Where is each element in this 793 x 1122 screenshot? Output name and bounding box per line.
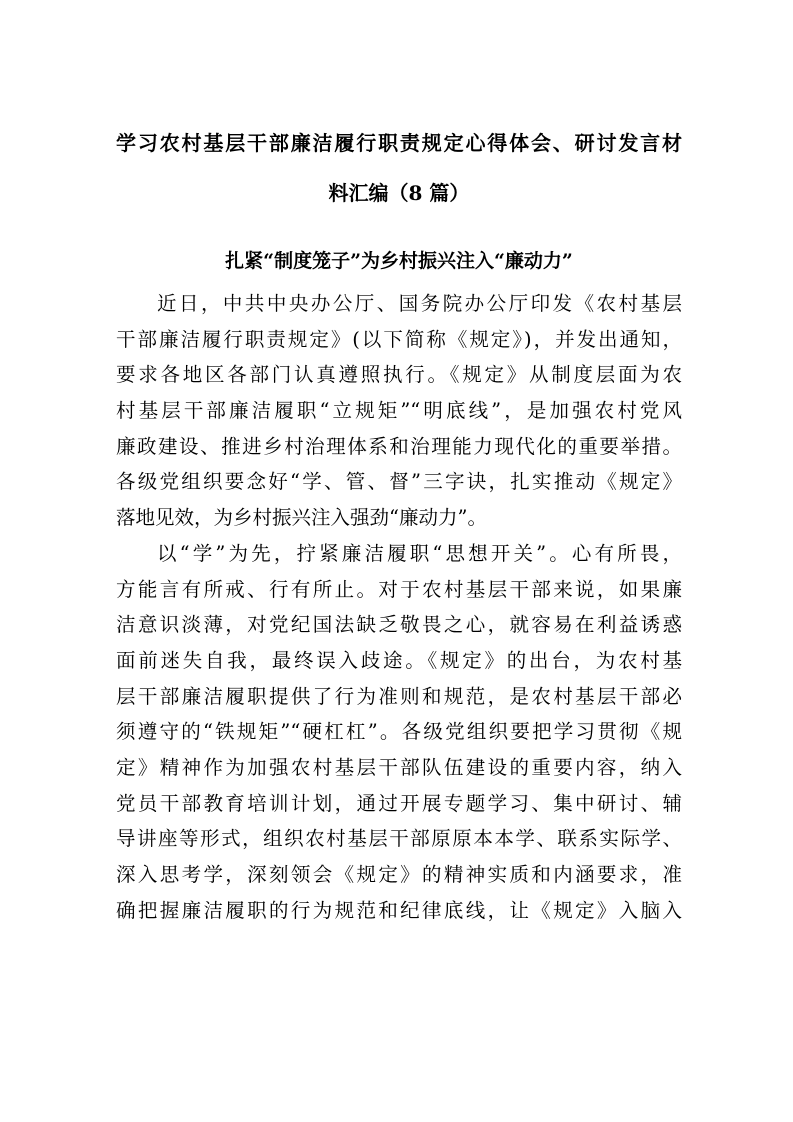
paragraph-line: 以“学”为先，拧紧廉洁履职“思想开关”。心有所畏， [157, 541, 682, 565]
paragraph-line: 干部廉洁履行职责规定》(以下简称《规定》)，并发出通知， [116, 327, 682, 351]
document-body [116, 286, 682, 928]
paragraph-line: 廉政建设、推进乡村治理体系和治理能力现代化的重要举措。 [116, 434, 682, 458]
section-heading: 扎紧“制度笼子”为乡村振兴注入“廉动力” [225, 250, 573, 272]
document-title-line-1: 学习农村基层干部廉洁履行职责规定心得体会、研讨发言材 [116, 131, 682, 155]
paragraph-line: 落地见效，为乡村振兴注入强劲“廉动力”。 [116, 506, 487, 530]
document-title-line-2: 料汇编（8 篇） [328, 181, 470, 205]
paragraph-line: 须遵守的“铁规矩”“硬杠杠”。各级党组织要把学习贯彻《规 [116, 720, 682, 744]
paragraph-line: 近日，中共中央办公厅、国务院办公厅印发《农村基层 [157, 292, 682, 315]
paragraph-line: 要求各地区各部门认真遵照执行。《规定》从制度层面为农 [116, 363, 682, 387]
paragraph-1 [116, 286, 682, 536]
paragraph-line: 导讲座等形式，组织农村基层干部原原本本学、联系实际学、 [116, 827, 682, 851]
paragraph-line: 深入思考学，深刻领会《规定》的精神实质和内涵要求，准 [116, 863, 682, 886]
paragraph-line: 方能言有所戒、行有所止。对于农村基层干部来说，如果廉 [116, 577, 682, 601]
paragraph-line: 层干部廉洁履职提供了行为准则和规范，是农村基层干部必 [116, 684, 682, 708]
paragraph-2 [116, 536, 682, 929]
paragraph-line: 党员干部教育培训计划，通过开展专题学习、集中研讨、辅 [116, 791, 682, 815]
paragraph-line: 各级党组织要念好“学、管、督”三字诀，扎实推动《规定》 [116, 470, 682, 494]
paragraph-line: 确把握廉洁履职的行为规范和纪律底线，让《规定》入脑入 [116, 898, 682, 922]
paragraph-line: 洁意识淡薄，对党纪国法缺乏敬畏之心，就容易在利益诱惑 [116, 613, 682, 637]
paragraph-line: 面前迷失自我，最终误入歧途。《规定》的出台，为农村基 [116, 648, 682, 672]
paragraph-line: 定》精神作为加强农村基层干部队伍建设的重要内容，纳入 [116, 755, 682, 779]
paragraph-line: 村基层干部廉洁履职“立规矩”“明底线”，是加强农村党风 [116, 399, 682, 423]
